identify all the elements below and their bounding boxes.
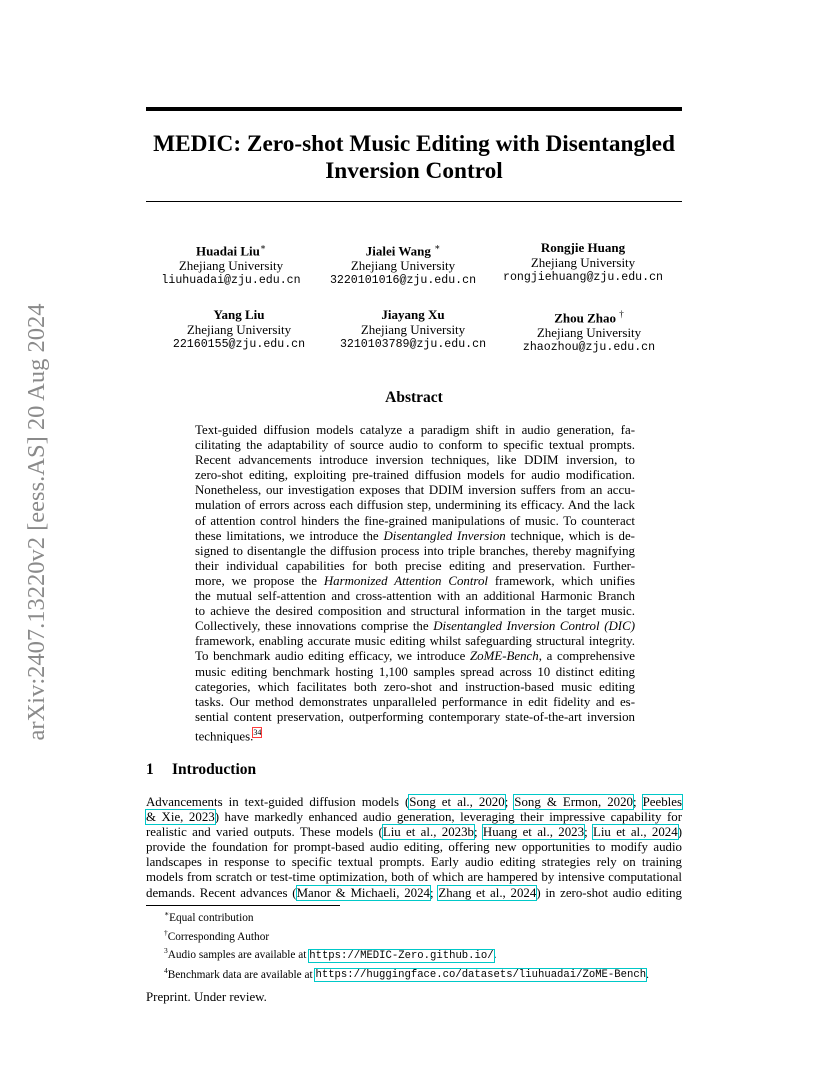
citation-link[interactable]: & Xie, 2023 xyxy=(146,810,215,825)
arxiv-id-text: arXiv:2407.13220v2 [eess.AS] 20 Aug 2024 xyxy=(23,303,50,741)
footnote: $^4$Benchmark data are available at https://huggingface.co/datasets/liuhuadai/ZoME-Bench. xyxy=(164,965,649,982)
author-block: Yang Liu Zhejiang University 22160155@zju.edu.cn xyxy=(172,307,306,351)
introduction-text: Advancements in text-guided diffusion models (Song et al., 2020; Song & Ermon, 2020; Peebles & Xie, 2023) have markedly enhanced audio generation, leveraging their impressive capability for realistic and varied outputs. These models (Liu et al., 2023b; Huang et al., 2023; Liu et al., 2024) provide the foundation for prompt-based audio editing, offering new opportunities to modify audio landscapes in response to specific textual prompts. Early audio editing strategies rely on training models from scratch or test-time optimization, both of which are hampered by intensive computational demands. Recent advances (Manor & Michaeli, 2024; Zhang et al., 2024) in zero-shot audio editing xyxy=(146,795,682,900)
citation-link[interactable]: Liu et al., 2023b xyxy=(382,825,474,840)
footnote-link[interactable]: 34 xyxy=(253,727,262,737)
footnote-rule xyxy=(146,905,340,906)
footnote: $^3$Audio samples are available at https://MEDIC-Zero.github.io/. xyxy=(164,946,497,962)
footnote-url-link[interactable]: https://MEDIC-Zero.github.io/ xyxy=(309,949,494,962)
page-footer: Preprint. Under review. xyxy=(146,990,267,1004)
footnote-url-link[interactable]: https://huggingface.co/datasets/liuhuadai/ZoME-Bench xyxy=(315,969,647,982)
citation-link[interactable]: Song & Ermon, 2020 xyxy=(514,795,633,809)
author-block: Huadai Liu∗ Zhejiang University liuhuadai@zju.edu.cn xyxy=(161,242,301,288)
title-top-rule xyxy=(146,107,682,111)
abstract-text: Text-guided diffusion models catalyze a paradigm shift in audio generation, fa- cilitating the adaptability of source audio to conform to specific textual prompts. Recent advancements introduce inversion techniques, like DDIM inversion, to zero-shot editing, exploiting pre-trained diffusion models for audio modification. Nonetheless, our investigation exposes that DDIM inversion suffers from an accu- mulation of errors across each diffusion step, undermining its efficacy. And the lack of attention control hinders the fine-grained manipulations of music. To counteract these limitations, we introduce the Disentangled Inversion technique, which is de- signed to disentangle the diffusion process into triple branches, thereby magnifying their individual capabilities for both precise editing and preservation. Further- more, we propose the Harmonized Attention Control framework, which unifies the mutual self-attention and cross-attention with an additional Harmonic Branch to achieve the desired composition and structural information in the target music. Collectively, these innovations comprise the Disentangled Inversion Control (DIC) framework, enabling accurate music editing whilst safeguarding structural integrity. To benchmark audio editing efficacy, we introduce ZoME-Bench, a comprehensive music editing benchmark hosting 1,100 samples spread across 10 distinct editing categories, which facilitates both zero-shot and instruction-based music editing tasks. Our method demonstrates unparalleled performance in edit fidelity and es- sential content preservation, outperforming contemporary state-of-the-art inversion techniques.$^{34}$ xyxy=(195,423,635,744)
footnote: ∗Equal contribution xyxy=(164,909,254,924)
arxiv-identifier xyxy=(22,272,52,772)
citation-link[interactable]: Song et al., 2020 xyxy=(409,795,505,809)
citation-link[interactable]: Peebles xyxy=(642,795,682,809)
abstract-heading: Abstract xyxy=(385,389,443,406)
author-block: Rongjie Huang Zhejiang University rongjiehuang@zju.edu.cn xyxy=(502,240,664,284)
author-block: Zhou Zhao † Zhejiang University zhaozhou@zju.edu.cn xyxy=(522,309,656,355)
citation-link[interactable]: Manor & Michaeli, 2024 xyxy=(296,885,430,900)
footnote: †Corresponding Author xyxy=(164,927,270,943)
paper-title: MEDIC: Zero-shot Music Editing with Disentangled Inversion Control xyxy=(153,131,675,184)
citation-link[interactable]: Zhang et al., 2024 xyxy=(438,885,537,900)
author-block: Jiayang Xu Zhejiang University 3210103789@zju.edu.cn xyxy=(339,307,487,351)
citation-link[interactable]: Liu et al., 2024 xyxy=(592,825,678,840)
section-heading: 1 Introduction xyxy=(146,761,257,778)
footnotes xyxy=(164,907,649,983)
author-block: Jialei Wang ∗ Zhejiang University 3220101016@zju.edu.cn xyxy=(329,242,477,288)
title-bottom-rule xyxy=(146,201,682,202)
citation-link[interactable]: Huang et al., 2023 xyxy=(482,825,585,840)
